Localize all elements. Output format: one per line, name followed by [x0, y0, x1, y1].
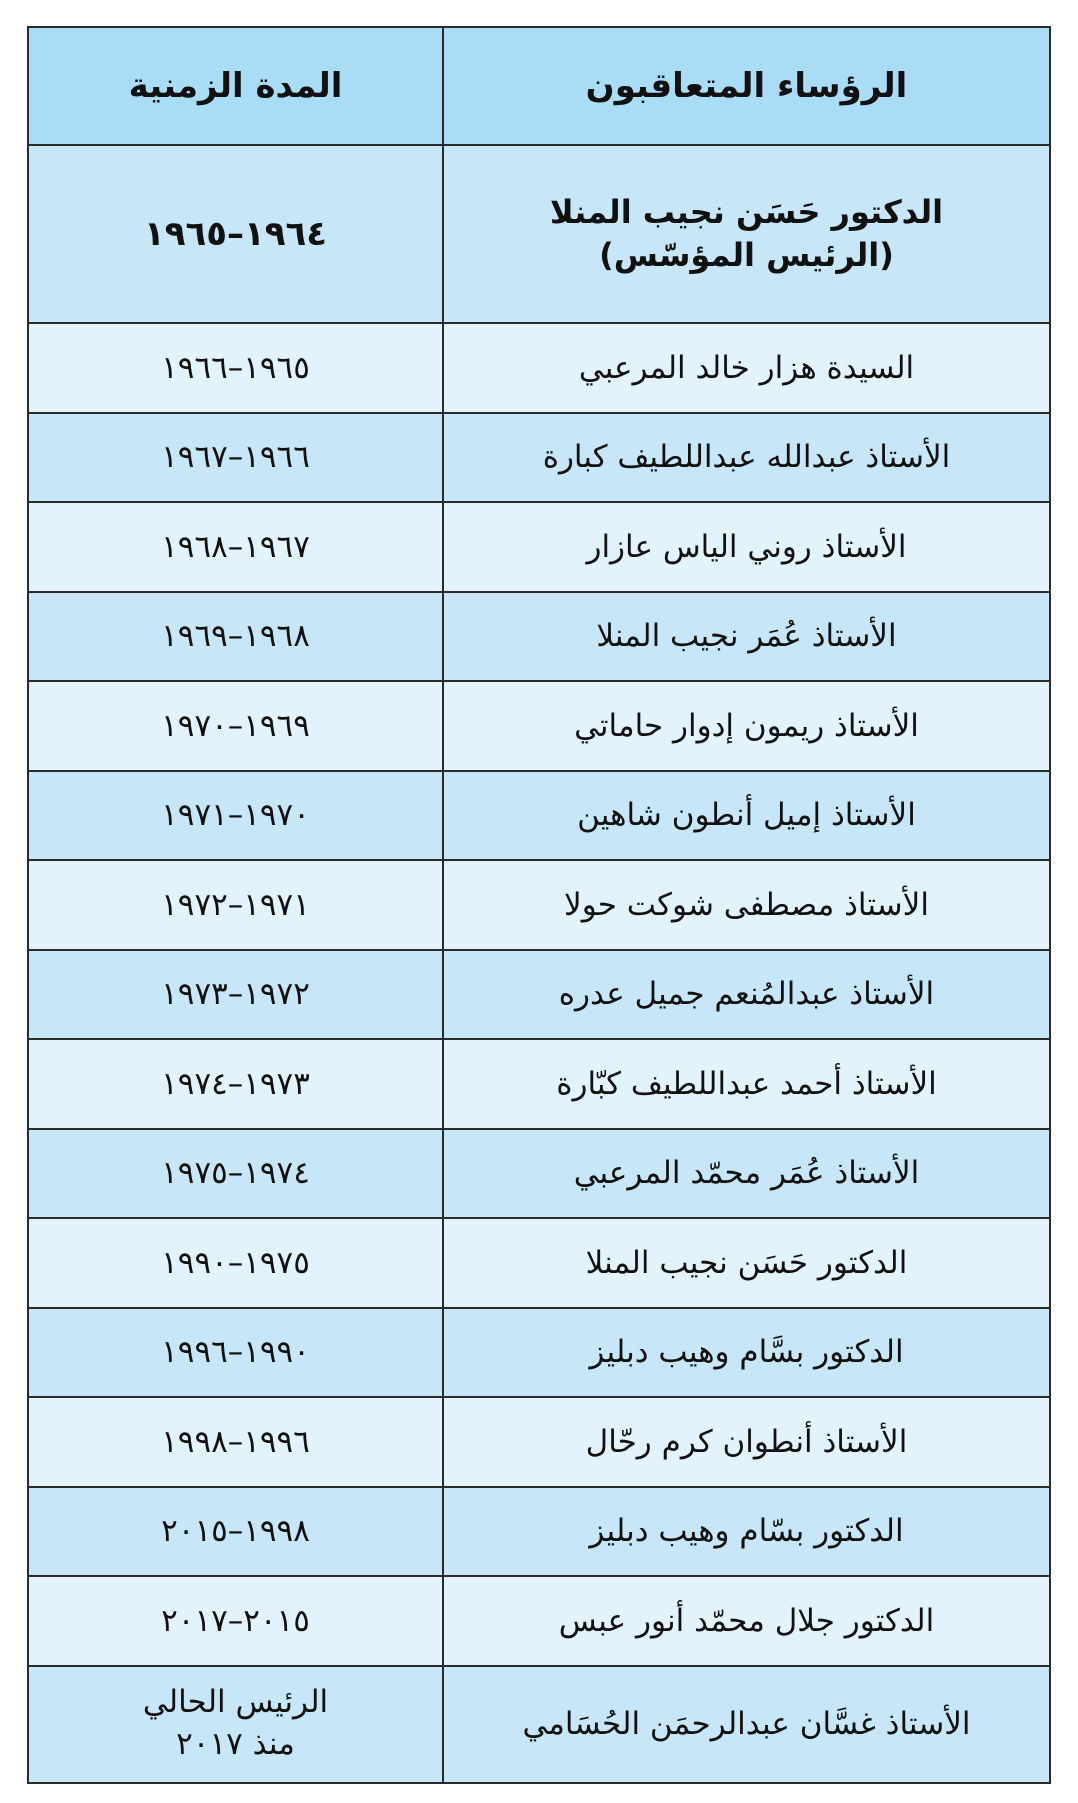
table-header-row	[28, 27, 1050, 145]
table-row	[28, 1308, 1050, 1398]
table-row	[28, 413, 1050, 503]
period-cell: ١٩٧٤–١٩٧٥	[28, 1129, 443, 1219]
table-row	[28, 681, 1050, 771]
president-name-cell: الأستاذ عبدالمُنعم جميل عدره	[443, 950, 1050, 1040]
period-cell: ١٩٩٠–١٩٩٦	[28, 1308, 443, 1398]
table-row	[28, 1666, 1050, 1783]
president-name-cell: الأستاذ مصطفى شوكت حولا	[443, 860, 1050, 950]
table-row	[28, 592, 1050, 682]
president-name-cell: الدكتور حَسَن نجيب المنلا	[443, 1218, 1050, 1308]
president-name-cell: الأستاذ عبدالله عبداللطيف كبارة	[443, 413, 1050, 503]
president-name-cell: الأستاذ أنطوان كرم رحّال	[443, 1397, 1050, 1487]
period-cell: ١٩٦٥–١٩٦٦	[28, 323, 443, 413]
period-cell	[28, 1666, 443, 1783]
period-cell: ١٩٦٨–١٩٦٩	[28, 592, 443, 682]
period-cell: ١٩٧١–١٩٧٢	[28, 860, 443, 950]
table-row	[28, 1218, 1050, 1308]
president-name-cell: الدكتور بسّام وهيب دبليز	[443, 1487, 1050, 1577]
table-row	[28, 1487, 1050, 1577]
header-presidents: الرؤساء المتعاقبون	[443, 27, 1050, 145]
period-cell: ١٩٦٧–١٩٦٨	[28, 502, 443, 592]
period-cell: ٢٠١٥–٢٠١٧	[28, 1576, 443, 1666]
period-cell: ١٩٦٤–١٩٦٥	[28, 145, 443, 323]
president-name-cell: الأستاذ عُمَر نجيب المنلا	[443, 592, 1050, 682]
president-name-cell: الأستاذ إميل أنطون شاهين	[443, 771, 1050, 861]
period-cell: ١٩٧٣–١٩٧٤	[28, 1039, 443, 1129]
period-cell: ١٩٦٦–١٩٦٧	[28, 413, 443, 503]
period-cell: ١٩٧٠–١٩٧١	[28, 771, 443, 861]
header-period: المدة الزمنية	[28, 27, 443, 145]
president-name-cell: الدكتور بسَّام وهيب دبليز	[443, 1308, 1050, 1398]
table-row	[28, 1039, 1050, 1129]
president-name-cell: الأستاذ غسَّان عبدالرحمَن الحُسَامي	[443, 1666, 1050, 1783]
period-cell: ١٩٩٨–٢٠١٥	[28, 1487, 443, 1577]
president-name-cell: السيدة هزار خالد المرعبي	[443, 323, 1050, 413]
table-row	[28, 323, 1050, 413]
period-cell: ١٩٦٩–١٩٧٠	[28, 681, 443, 771]
period-cell: ١٩٩٦–١٩٩٨	[28, 1397, 443, 1487]
president-name-cell: الأستاذ عُمَر محمّد المرعبي	[443, 1129, 1050, 1219]
presidents-table	[27, 26, 1051, 1784]
president-name-cell: الأستاذ ريمون إدوار حاماتي	[443, 681, 1050, 771]
period-cell: ١٩٧٥–١٩٩٠	[28, 1218, 443, 1308]
president-name-cell: الأستاذ روني الياس عازار	[443, 502, 1050, 592]
president-name-cell: الأستاذ أحمد عبداللطيف كبّارة	[443, 1039, 1050, 1129]
table-row	[28, 145, 1050, 323]
table-row	[28, 1576, 1050, 1666]
period-cell: ١٩٧٢–١٩٧٣	[28, 950, 443, 1040]
president-note: (الرئيس المؤسّس)	[599, 236, 894, 274]
table-row	[28, 1397, 1050, 1487]
table-row	[28, 950, 1050, 1040]
president-name-cell: الدكتور جلال محمّد أنور عبس	[443, 1576, 1050, 1666]
president-name-cell	[443, 145, 1050, 323]
table-row	[28, 860, 1050, 950]
table-row	[28, 1129, 1050, 1219]
president-name: الدكتور حَسَن نجيب المنلا	[549, 192, 944, 231]
period-status: الرئيس الحالي	[142, 1684, 329, 1721]
period-since: منذ ٢٠١٧	[176, 1726, 295, 1762]
table-row	[28, 502, 1050, 592]
presidents-table-container	[27, 26, 1049, 1784]
table-row	[28, 771, 1050, 861]
